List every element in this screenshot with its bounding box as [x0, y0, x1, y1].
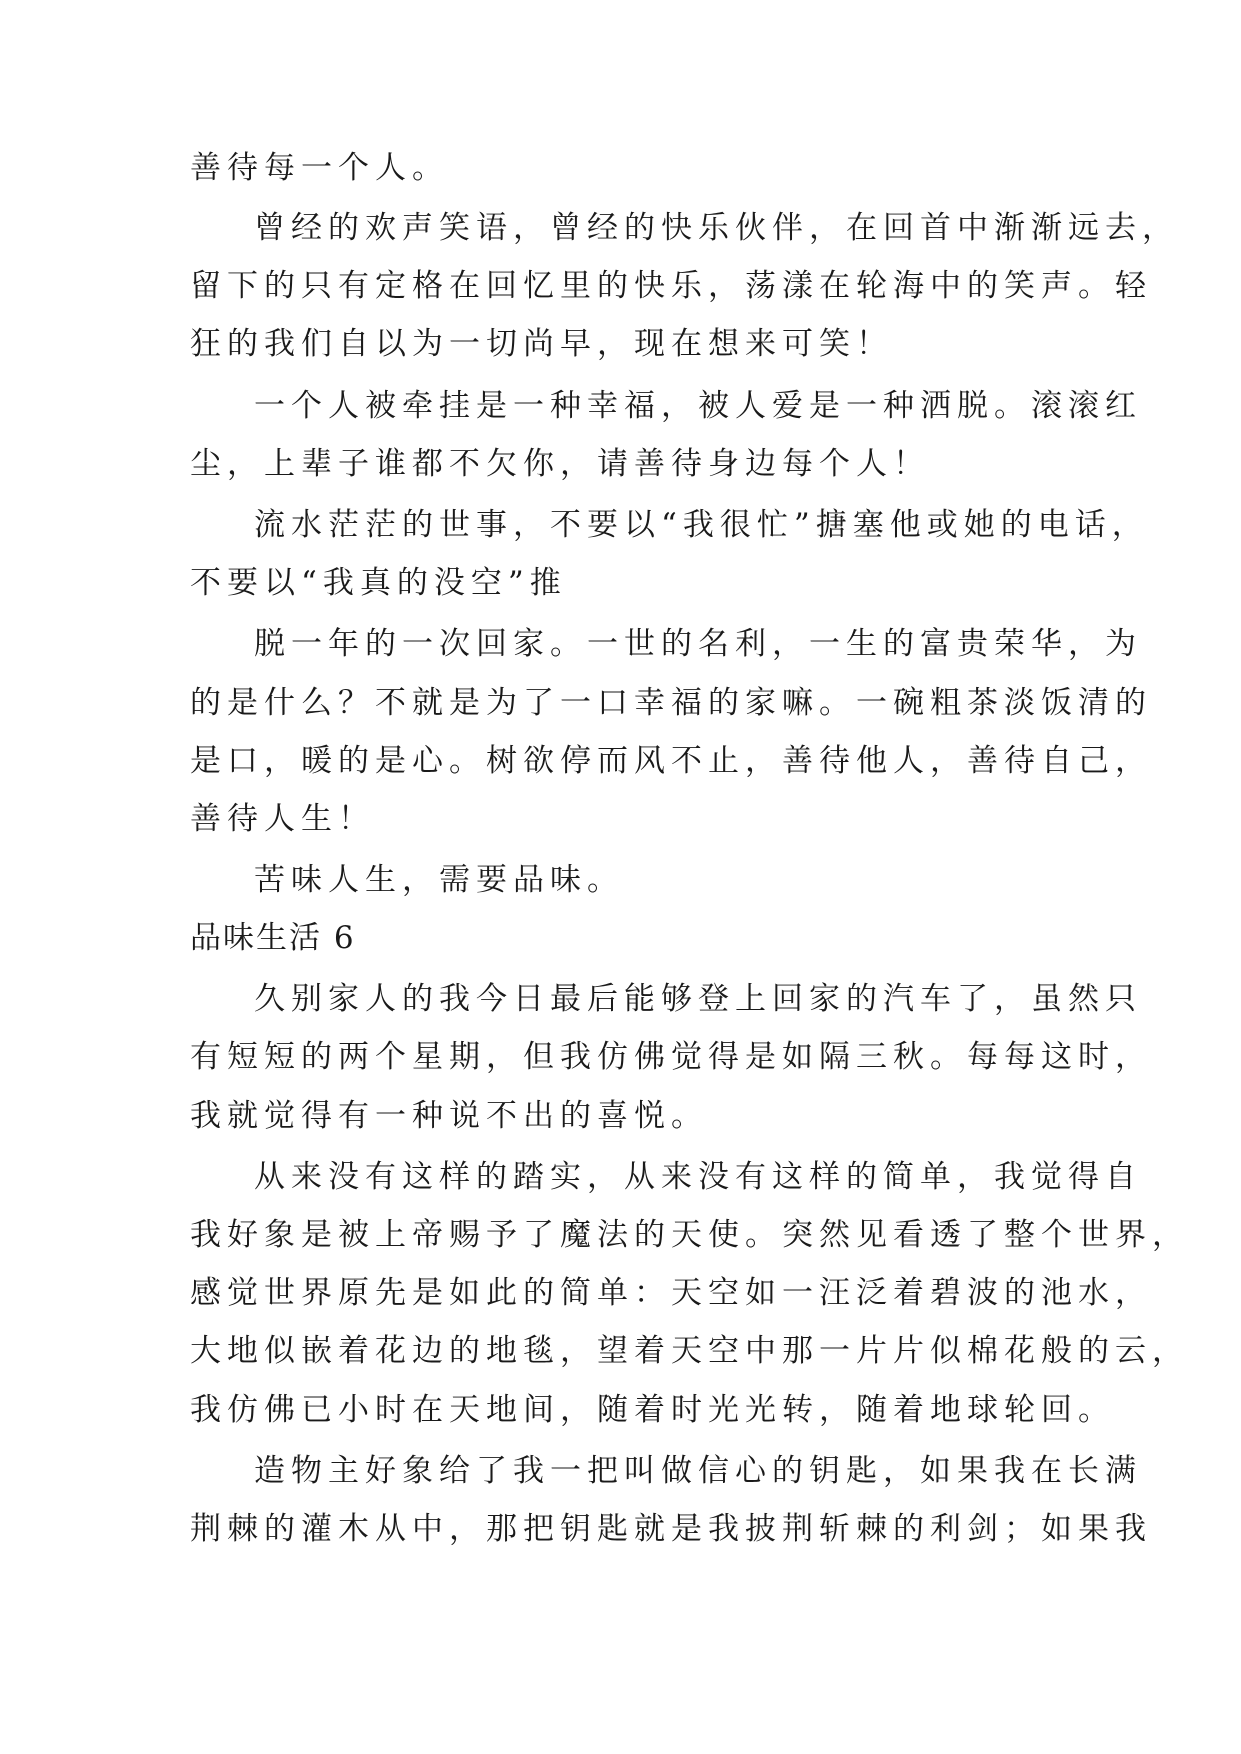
text-line: 有短短的两个星期，但我仿佛觉得是如隔三秋。每每这时， — [190, 1039, 1152, 1075]
section-heading: 品味生活 6 — [190, 920, 356, 956]
text-line: 我仿佛已小时在天地间，随着时光光转，随着地球轮回。 — [190, 1392, 1115, 1428]
paragraph-start-line: 从来没有这样的踏实，从来没有这样的简单，我觉得自 — [254, 1159, 1142, 1195]
text-line: 我好象是被上帝赐予了魔法的天使。突然见看透了整个世界， — [190, 1217, 1189, 1253]
paragraph-start-line: 脱一年的一次回家。一世的名利，一生的富贵荣华，为 — [254, 626, 1142, 662]
text-line: 善待人生！ — [190, 801, 375, 837]
text-line: 我就觉得有一种说不出的喜悦。 — [190, 1098, 708, 1134]
text-line: 尘，上辈子谁都不欠你，请善待身边每个人！ — [190, 446, 930, 482]
text-line: 大地似嵌着花边的地毯，望着天空中那一片片似棉花般的云， — [190, 1333, 1189, 1369]
paragraph-start-line: 造物主好象给了我一把叫做信心的钥匙，如果我在长满 — [254, 1453, 1142, 1489]
text-line: 的是什么？不就是为了一口幸福的家嘛。一碗粗茶淡饭清的 — [190, 685, 1152, 721]
text-line: 不要以“我真的没空”推 — [190, 565, 567, 601]
paragraph-start-line: 一个人被牵挂是一种幸福，被人爱是一种洒脱。滚滚红 — [254, 388, 1142, 424]
paragraph-start-line: 流水茫茫的世事，不要以“我很忙”搪塞他或她的电话， — [254, 507, 1149, 543]
text-line: 是口，暖的是心。树欲停而风不止，善待他人，善待自己， — [190, 743, 1152, 779]
text-line: 狂的我们自以为一切尚早，现在想来可笑！ — [190, 326, 893, 362]
text-line: 善待每一个人。 — [190, 150, 449, 186]
text-line: 荆棘的灌木从中，那把钥匙就是我披荆斩棘的利剑；如果我 — [190, 1511, 1152, 1547]
paragraph-start-line: 苦味人生，需要品味。 — [254, 862, 624, 898]
paragraph-start-line: 久别家人的我今日最后能够登上回家的汽车了，虽然只 — [254, 981, 1142, 1017]
text-line: 留下的只有定格在回忆里的快乐，荡漾在轮海中的笑声。轻 — [190, 268, 1152, 304]
text-line: 感觉世界原先是如此的简单：天空如一汪泛着碧波的池水， — [190, 1275, 1152, 1311]
paragraph-start-line: 曾经的欢声笑语，曾经的快乐伙伴，在回首中渐渐远去， — [254, 210, 1179, 246]
